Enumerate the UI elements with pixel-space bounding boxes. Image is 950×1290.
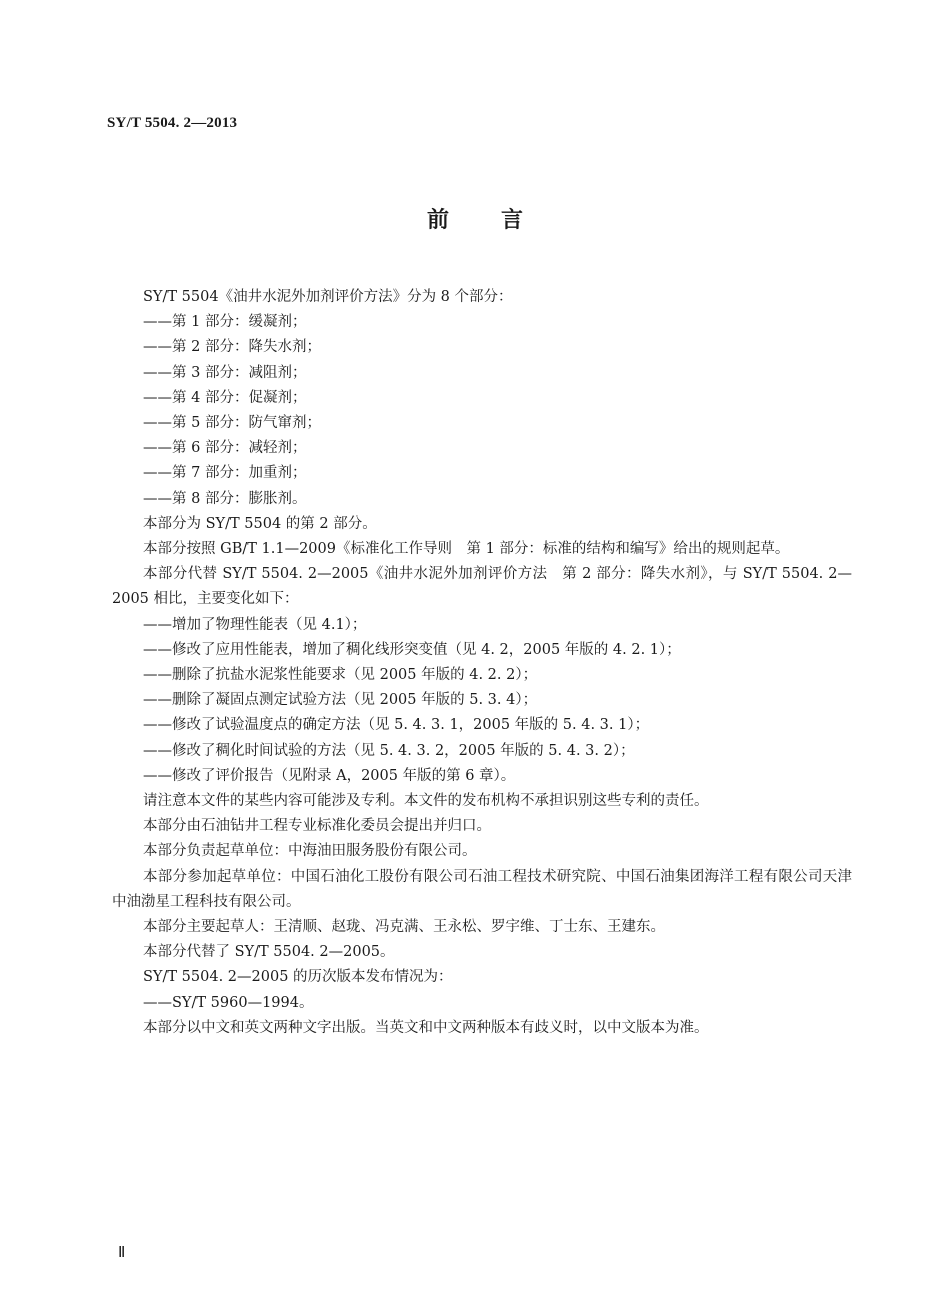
list-item-part-2: ——第 2 部分：降失水剂； bbox=[143, 339, 321, 356]
list-item-change-2: ——修改了应用性能表，增加了稠化线形突变值（见 4. 2，2005 年版的 4. 2. 1）； bbox=[143, 641, 681, 658]
standard-number: SY/T 5504. 2—2013 bbox=[107, 115, 238, 131]
paragraph-parts-intro: SY/T 5504《油井水泥外加剂评价方法》分为 8 个部分： bbox=[143, 289, 513, 305]
list-item-change-3: ——删除了抗盐水泥浆性能要求（见 2005 年版的 4. 2. 2）； bbox=[143, 667, 538, 684]
paragraph-main-drafters: 本部分主要起草人：王清顺、赵珑、冯克满、王永松、罗宇维、丁士东、王建东。 bbox=[143, 919, 665, 936]
page-number: Ⅱ bbox=[118, 1245, 126, 1261]
paragraph-history-intro: SY/T 5504. 2—2005 的历次版本发布情况为： bbox=[143, 969, 453, 986]
list-item-part-7: ——第 7 部分：加重剂； bbox=[143, 465, 307, 482]
list-item-part-1: ——第 1 部分：缓凝剂； bbox=[143, 314, 307, 331]
paragraph-languages: 本部分以中文和英文两种文字出版。当英文和中文两种版本有歧义时，以中文版本为准。 bbox=[143, 1019, 709, 1036]
paragraph-drafting-rules: 本部分按照 GB/T 1.1—2009《标准化工作导则 第 1 部分：标准的结构和编写》给出的规则起草。 bbox=[143, 541, 790, 558]
list-item-history-1: ——SY/T 5960—1994。 bbox=[143, 994, 314, 1011]
list-item-part-8: ——第 8 部分：膨胀剂。 bbox=[143, 490, 307, 507]
paragraph-proposer: 本部分由石油钻井工程专业标准化委员会提出并归口。 bbox=[143, 818, 491, 835]
list-item-change-5: ——修改了试验温度点的确定方法（见 5. 4. 3. 1，2005 年版的 5. 4. 3. 1）； bbox=[143, 717, 650, 734]
list-item-change-4: ——删除了凝固点测定试验方法（见 2005 年版的 5. 3. 4）； bbox=[143, 692, 538, 709]
list-item-part-4: ——第 4 部分：促凝剂； bbox=[143, 389, 307, 406]
paragraph-this-part: 本部分为 SY/T 5504 的第 2 部分。 bbox=[143, 515, 377, 532]
paragraph-participating-drafters: 本部分参加起草单位：中国石油化工股份有限公司石油工程技术研究院、中国石油集团海洋工程有限公司天津中油渤星工程科技有限公司。 bbox=[112, 868, 852, 910]
page-title: 前言 bbox=[426, 208, 575, 233]
list-item-change-7: ——修改了评价报告（见附录 A，2005 年版的第 6 章）。 bbox=[143, 767, 516, 784]
list-item-change-1: ——增加了物理性能表（见 4.1）； bbox=[143, 616, 367, 633]
list-item-part-6: ——第 6 部分：减轻剂； bbox=[143, 440, 307, 457]
list-item-part-3: ——第 3 部分：减阻剂； bbox=[143, 364, 307, 381]
paragraph-replaces: 本部分代替 SY/T 5504. 2—2005《油井水泥外加剂评价方法 第 2 部分：降失水剂》，与 SY/T 5504. 2—2005 相比，主要变化如下： bbox=[112, 566, 852, 608]
paragraph-patent-notice: 请注意本文件的某些内容可能涉及专利。本文件的发布机构不承担识别这些专利的责任。 bbox=[143, 793, 709, 810]
list-item-part-5: ——第 5 部分：防气窜剂； bbox=[143, 415, 321, 432]
paragraph-replaced: 本部分代替了 SY/T 5504. 2—2005。 bbox=[143, 944, 395, 961]
foreword-body bbox=[112, 285, 852, 1041]
paragraph-lead-drafter: 本部分负责起草单位：中海油田服务股份有限公司。 bbox=[143, 843, 477, 860]
list-item-change-6: ——修改了稠化时间试验的方法（见 5. 4. 3. 2，2005 年版的 5. 4. 3. 2）； bbox=[143, 742, 635, 759]
